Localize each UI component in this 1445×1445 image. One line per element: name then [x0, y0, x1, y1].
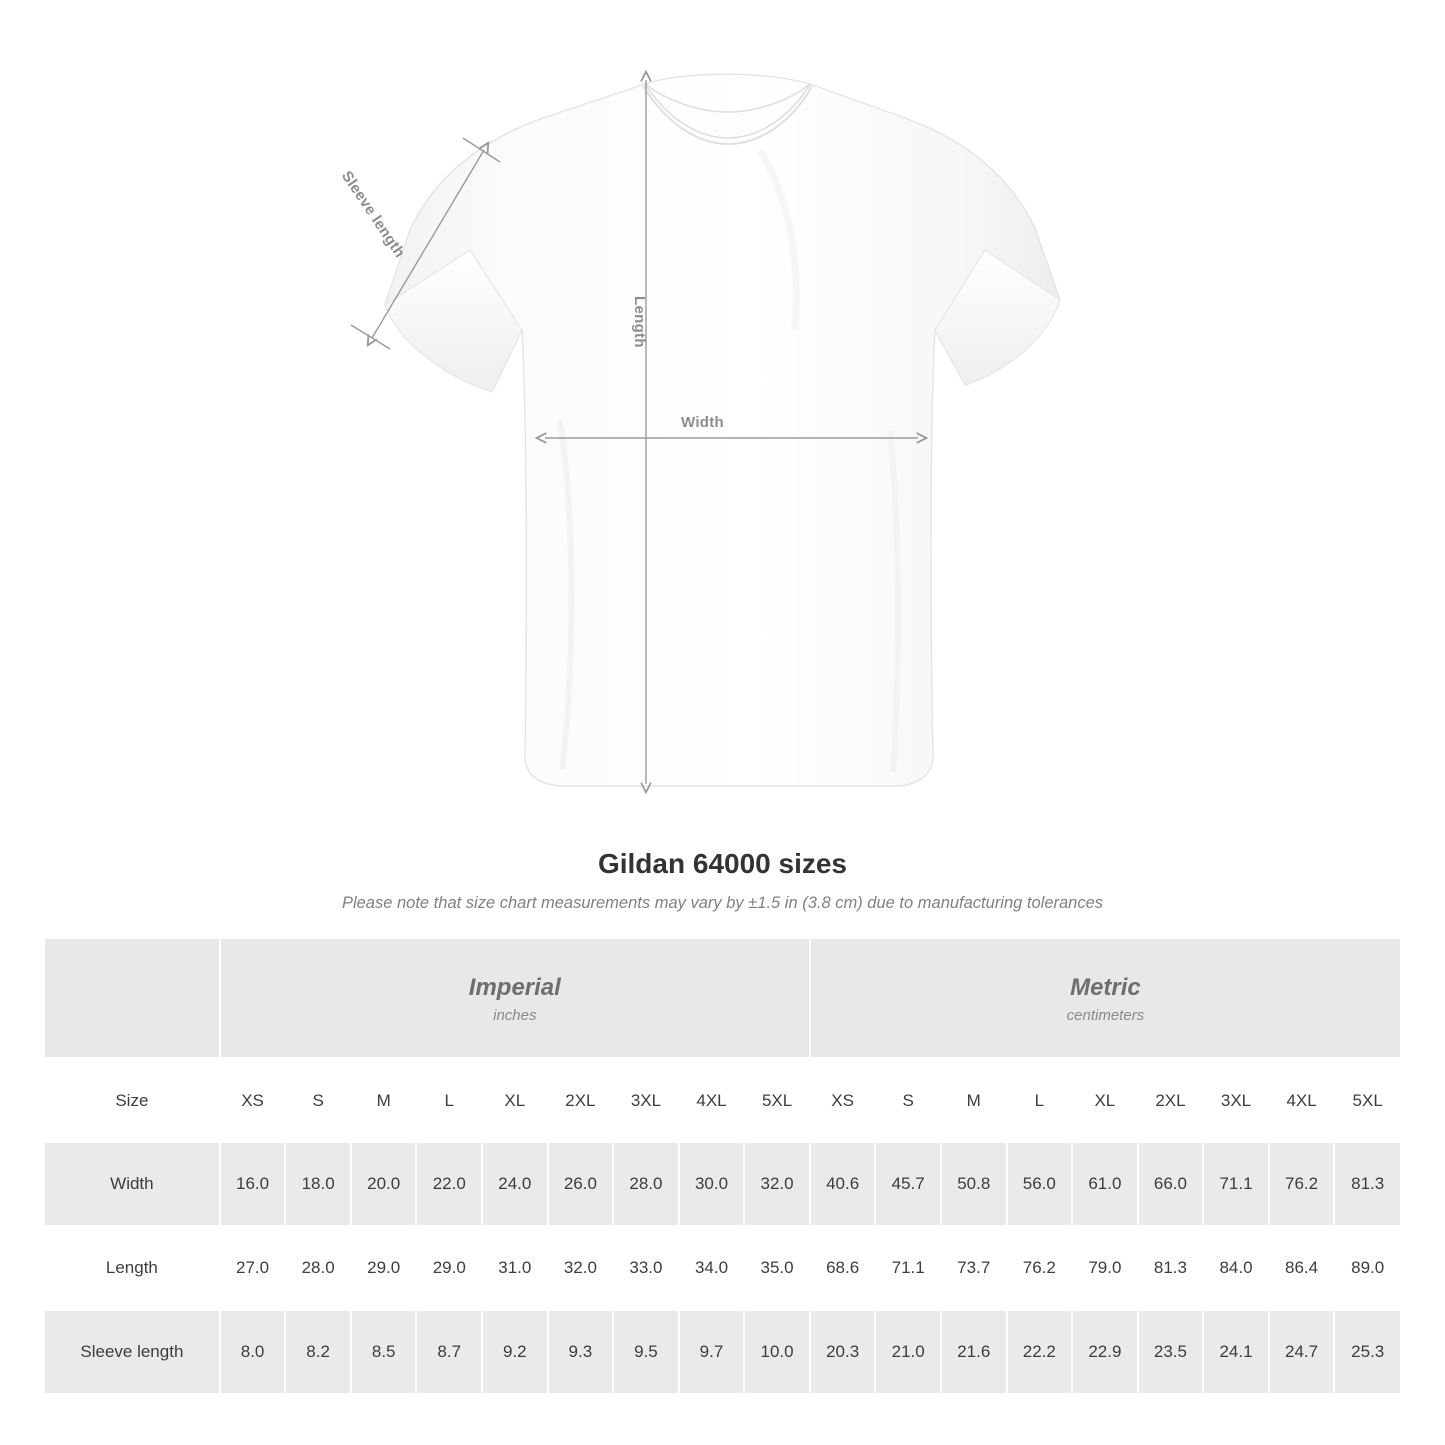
table-header-size-5xl-imperial: 5XL: [744, 1058, 810, 1143]
system-unit: inches: [493, 1006, 537, 1024]
table-header-size-m-imperial: M: [351, 1058, 417, 1143]
table-header-size-xl-imperial: XL: [482, 1058, 548, 1143]
width-dimension-label: Width: [681, 414, 725, 431]
cell-width-xs-imperial: 16.0: [220, 1143, 286, 1226]
cell-length-l-metric: 76.2: [1007, 1226, 1073, 1310]
cell-width-xl-imperial: 24.0: [482, 1143, 548, 1226]
cell-width-2xl-imperial: 26.0: [548, 1143, 614, 1226]
cell-length-s-metric: 71.1: [875, 1226, 941, 1310]
table-header-size-4xl-imperial: 4XL: [679, 1058, 745, 1143]
cell-sleeve-length-3xl-metric: 24.1: [1203, 1310, 1269, 1393]
cell-length-m-imperial: 29.0: [351, 1226, 417, 1310]
cell-sleeve-length-xl-metric: 22.9: [1072, 1310, 1138, 1393]
cell-length-3xl-metric: 84.0: [1203, 1226, 1269, 1310]
cell-length-5xl-imperial: 35.0: [744, 1226, 810, 1310]
tolerance-note: Please note that size chart measurements may vary by ±1.5 in (3.8 cm) due to manufacturing tolerances: [341, 894, 1104, 912]
table-row: [45, 1143, 1400, 1226]
cell-sleeve-length-5xl-metric: 25.3: [1334, 1310, 1400, 1393]
table-header-size-4xl-metric: 4XL: [1269, 1058, 1335, 1143]
table-header-size-2xl-metric: 2XL: [1138, 1058, 1204, 1143]
cell-width-5xl-imperial: 32.0: [744, 1143, 810, 1226]
cell-width-3xl-metric: 71.1: [1203, 1143, 1269, 1226]
cell-sleeve-length-s-metric: 21.0: [875, 1310, 941, 1393]
table-header-size-3xl-metric: 3XL: [1203, 1058, 1269, 1143]
row-label-sleeve-length: Sleeve length: [45, 1310, 220, 1393]
row-label-length: Length: [45, 1226, 220, 1310]
cell-width-3xl-imperial: 28.0: [613, 1143, 679, 1226]
table-system-row: [45, 939, 1400, 1058]
table-header-size-3xl-imperial: 3XL: [613, 1058, 679, 1143]
cell-length-4xl-imperial: 34.0: [679, 1226, 745, 1310]
cell-width-l-metric: 56.0: [1007, 1143, 1073, 1226]
table-row: [45, 1310, 1400, 1393]
cell-width-s-metric: 45.7: [875, 1143, 941, 1226]
length-dimension-label: Length: [631, 296, 648, 348]
table-header-size-m-metric: M: [941, 1058, 1007, 1143]
cell-sleeve-length-2xl-imperial: 9.3: [548, 1310, 614, 1393]
system-name: Metric: [1070, 973, 1141, 1001]
size-chart-table-wrapper: [45, 939, 1400, 1393]
cell-width-5xl-metric: 81.3: [1334, 1143, 1400, 1226]
cell-sleeve-length-xs-imperial: 8.0: [220, 1310, 286, 1393]
cell-length-xs-imperial: 27.0: [220, 1226, 286, 1310]
cell-length-xl-imperial: 31.0: [482, 1226, 548, 1310]
cell-length-s-imperial: 28.0: [285, 1226, 351, 1310]
table-header-size: Size: [45, 1058, 220, 1143]
system-unit: centimeters: [1066, 1006, 1145, 1024]
page-title: Gildan 64000 sizes: [597, 848, 848, 879]
cell-sleeve-length-xs-metric: 20.3: [810, 1310, 876, 1393]
table-size-row: [45, 1058, 1400, 1143]
cell-width-l-imperial: 22.0: [416, 1143, 482, 1226]
system-name: Imperial: [468, 973, 561, 1001]
cell-sleeve-length-xl-imperial: 9.2: [482, 1310, 548, 1393]
cell-sleeve-length-l-imperial: 8.7: [416, 1310, 482, 1393]
cell-sleeve-length-m-metric: 21.6: [941, 1310, 1007, 1393]
table-system-header-metric: [810, 939, 1400, 1058]
cell-width-xs-metric: 40.6: [810, 1143, 876, 1226]
cell-length-m-metric: 73.7: [941, 1226, 1007, 1310]
table-row: [45, 1226, 1400, 1310]
row-label-width: Width: [45, 1143, 220, 1226]
cell-length-3xl-imperial: 33.0: [613, 1226, 679, 1310]
cell-sleeve-length-s-imperial: 8.2: [285, 1310, 351, 1393]
cell-length-xl-metric: 79.0: [1072, 1226, 1138, 1310]
table-header-size-xs-imperial: XS: [220, 1058, 286, 1143]
table-header-size-l-imperial: L: [416, 1058, 482, 1143]
cell-sleeve-length-4xl-imperial: 9.7: [679, 1310, 745, 1393]
cell-length-l-imperial: 29.0: [416, 1226, 482, 1310]
cell-sleeve-length-2xl-metric: 23.5: [1138, 1310, 1204, 1393]
cell-width-4xl-metric: 76.2: [1269, 1143, 1335, 1226]
cell-length-5xl-metric: 89.0: [1334, 1226, 1400, 1310]
cell-sleeve-length-4xl-metric: 24.7: [1269, 1310, 1335, 1393]
table-header-size-xl-metric: XL: [1072, 1058, 1138, 1143]
table-header-size-5xl-metric: 5XL: [1334, 1058, 1400, 1143]
cell-sleeve-length-5xl-imperial: 10.0: [744, 1310, 810, 1393]
cell-length-2xl-imperial: 32.0: [548, 1226, 614, 1310]
cell-length-xs-metric: 68.6: [810, 1226, 876, 1310]
cell-width-2xl-metric: 66.0: [1138, 1143, 1204, 1226]
cell-length-2xl-metric: 81.3: [1138, 1226, 1204, 1310]
table-header-size-xs-metric: XS: [810, 1058, 876, 1143]
table-system-header-imperial: [220, 939, 810, 1058]
size-chart-heading: [0, 848, 1445, 913]
table-corner-cell: [45, 939, 220, 1058]
size-chart-table: [45, 939, 1400, 1393]
cell-width-m-metric: 50.8: [941, 1143, 1007, 1226]
cell-sleeve-length-3xl-imperial: 9.5: [613, 1310, 679, 1393]
cell-width-xl-metric: 61.0: [1072, 1143, 1138, 1226]
sleeve-length-dimension-label: Sleeve length: [337, 168, 409, 261]
cell-sleeve-length-l-metric: 22.2: [1007, 1310, 1073, 1393]
table-header-size-2xl-imperial: 2XL: [548, 1058, 614, 1143]
cell-width-4xl-imperial: 30.0: [679, 1143, 745, 1226]
cell-width-s-imperial: 18.0: [285, 1143, 351, 1226]
cell-sleeve-length-m-imperial: 8.5: [351, 1310, 417, 1393]
table-header-size-l-metric: L: [1007, 1058, 1073, 1143]
cell-width-m-imperial: 20.0: [351, 1143, 417, 1226]
table-header-size-s-imperial: S: [285, 1058, 351, 1143]
table-header-size-s-metric: S: [875, 1058, 941, 1143]
cell-length-4xl-metric: 86.4: [1269, 1226, 1335, 1310]
